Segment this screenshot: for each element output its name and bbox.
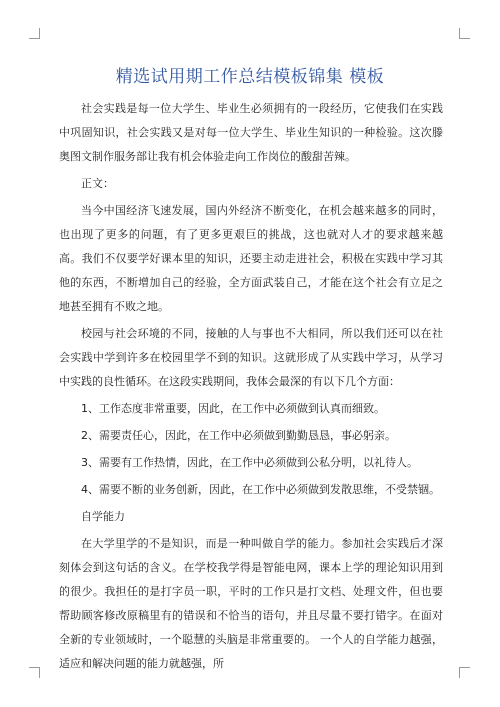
paragraph-self-study: 在大学里学的不是知识，而是一种叫做自学的能力。参加社会实践后才深刻体会到这句话的含义。在学校我学得是智能电网，课本上学的理论知识用到的很少。我担任的是打字员一职，平时的工作只是打文档、处理文件，但也要帮助顾客修改原稿里有的错误和不恰当的语句，并且尽量不要打错字。在面对全新的专业领域时，一个聪慧的头脑是非常重要的。 一个人的自学能力越强，适应和解决问题的能力就越强，所 — [59, 537, 443, 670]
crop-mark-top-right — [459, 28, 470, 39]
list-item-enthusiasm: 3、需要有工作热情，因此，在工作中必须做到公私分明，以礼待人。 — [81, 456, 418, 469]
section-heading-self-study: 自学能力 — [81, 510, 125, 523]
list-item-attitude: 1、工作态度非常重要，因此，在工作中必须做到认真而细致。 — [81, 402, 385, 415]
paragraph-body-label: 正文： — [81, 177, 114, 190]
paragraph-campus-society: 校园与社会环境的不同，接触的人与事也不大相同，所以我们还可以在社会实践中学到许多在校园里学不到的知识。这就形成了从实践中学习，从学习中实践的良性循环。在这段实践期间，我体会最深的有以下几个方面： — [59, 327, 443, 388]
crop-mark-bottom-right — [459, 667, 470, 678]
crop-mark-bottom-left — [29, 667, 40, 678]
list-item-responsibility: 2、需要责任心，因此，在工作中必须做到勤勤恳恳，事必躬亲。 — [81, 429, 396, 442]
paragraph-intro: 社会实践是每一位大学生、毕业生必须拥有的一段经历，它使我们在实践中巩固知识，社会实践又是对每一位大学生、毕业生知识的一种检验。这次滕奥图文制作服务部让我有机会体验走向工作岗位的酸甜苦辣。 — [59, 102, 443, 163]
document-title: 精选试用期工作总结模板锦集 模板 — [115, 67, 385, 87]
list-item-innovation: 4、需要不断的业务创新，因此，在工作中必须做到发散思维，不受禁锢。 — [81, 483, 440, 496]
crop-mark-top-left — [29, 28, 40, 39]
document-body — [59, 97, 443, 676]
paragraph-economy: 当今中国经济飞速发展，国内外经济不断变化，在机会越来越多的同时，也出现了更多的问题，有了更多更艰巨的挑战，这也就对人才的要求越来越高。我们不仅要学好课本里的知识，还要主动走进社会，积极在实践中学习其他的东西，不断增加自己的经验，全方面武装自己，才能在这个社会有立足之地甚至拥有不败之地。 — [59, 204, 443, 313]
